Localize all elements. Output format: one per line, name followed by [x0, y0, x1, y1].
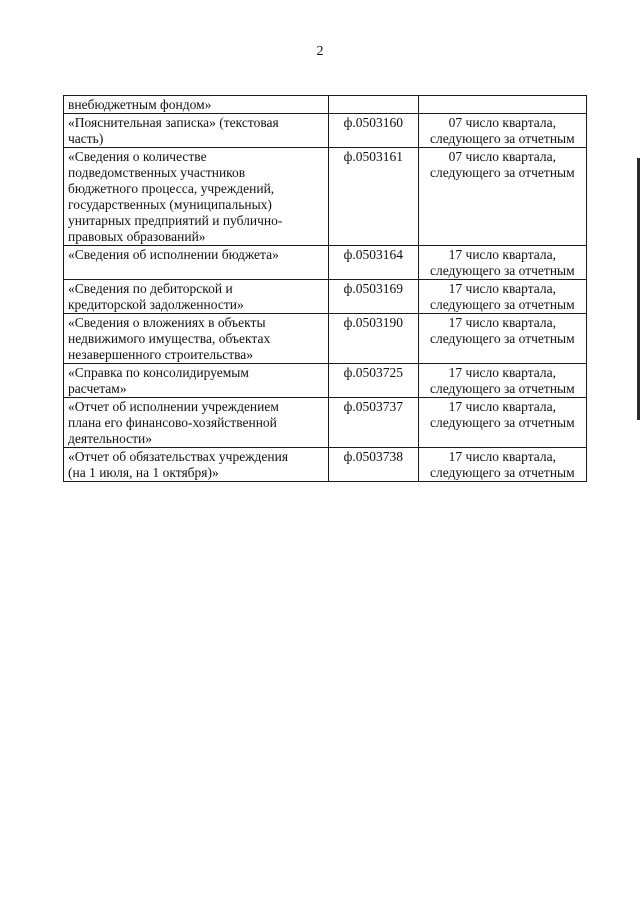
table-row: [64, 96, 587, 114]
deadline-line: следующего за отчетным: [430, 465, 575, 480]
deadline-line: следующего за отчетным: [430, 381, 575, 396]
deadline-cell: [418, 448, 586, 482]
deadline-line: 17 число квартала,: [448, 281, 557, 296]
report-name-line: «Справка по консолидируемым: [68, 365, 249, 380]
form-code-cell: [329, 148, 419, 246]
deadline-cell: [418, 364, 586, 398]
form-code: ф.0503169: [343, 281, 404, 296]
report-name-line: «Сведения о вложениях в объекты: [68, 315, 266, 330]
deadline-line: 17 число квартала,: [448, 247, 557, 262]
table-row: [64, 398, 587, 448]
report-name-line: бюджетного процесса, учреждений,: [68, 181, 275, 196]
deadline-line: 07 число квартала,: [448, 115, 557, 130]
deadline-cell: [418, 148, 586, 246]
report-name-cell: [64, 364, 329, 398]
report-name-cell: [64, 148, 329, 246]
form-code: ф.0503738: [343, 449, 404, 464]
report-name-line: часть): [68, 131, 104, 146]
report-name-line: «Сведения по дебиторской и: [68, 281, 233, 296]
report-name-cell: [64, 114, 329, 148]
form-code-cell: [329, 364, 419, 398]
deadline-cell: [418, 96, 586, 114]
table-row: [64, 246, 587, 280]
form-code-cell: [329, 280, 419, 314]
table-row: [64, 448, 587, 482]
deadline-line: 17 число квартала,: [448, 449, 557, 464]
table-row: [64, 314, 587, 364]
deadline-line: следующего за отчетным: [430, 131, 575, 146]
deadline-cell: [418, 246, 586, 280]
reporting-forms-table: [63, 95, 587, 482]
form-code: ф.0503164: [343, 247, 404, 262]
report-name-line: «Сведения о количестве: [68, 149, 207, 164]
deadline-cell: [418, 314, 586, 364]
report-name-line: «Сведения об исполнении бюджета»: [68, 247, 279, 262]
report-name-line: деятельности»: [68, 431, 153, 446]
report-name-line: правовых образований»: [68, 229, 206, 244]
report-name-cell: [64, 96, 329, 114]
report-name-cell: [64, 398, 329, 448]
report-name-line: «Отчет об обязательствах учреждения: [68, 449, 289, 464]
report-name-line: (на 1 июля, на 1 октября)»: [68, 465, 219, 480]
form-code-cell: [329, 398, 419, 448]
report-name-line: плана его финансово-хозяйственной: [68, 415, 277, 430]
deadline-line: 17 число квартала,: [448, 315, 557, 330]
report-name-line: «Пояснительная записка» (текстовая: [68, 115, 279, 130]
form-code: ф.0503737: [343, 399, 404, 414]
form-code: ф.0503161: [343, 149, 404, 164]
deadline-line: 17 число квартала,: [448, 399, 557, 414]
report-name-cell: [64, 246, 329, 280]
report-name-line: кредиторской задолженности»: [68, 297, 244, 312]
deadline-line: следующего за отчетным: [430, 297, 575, 312]
report-name-line: недвижимого имущества, объектах: [68, 331, 271, 346]
form-code-cell: [329, 114, 419, 148]
form-code-cell: [329, 448, 419, 482]
report-name-line: «Отчет об исполнении учреждением: [68, 399, 279, 414]
form-code: ф.0503725: [343, 365, 404, 380]
deadline-cell: [418, 280, 586, 314]
table-row: [64, 364, 587, 398]
table-row: [64, 114, 587, 148]
deadline-line: следующего за отчетным: [430, 331, 575, 346]
form-code-cell: [329, 96, 419, 114]
report-name-line: подведомственных участников: [68, 165, 246, 180]
table-body: [64, 96, 587, 482]
report-name-line: внебюджетным фондом»: [68, 97, 212, 112]
form-code-cell: [329, 246, 419, 280]
report-name-line: незавершенного строительства»: [68, 347, 254, 362]
report-name-line: расчетам»: [68, 381, 127, 396]
deadline-line: 17 число квартала,: [448, 365, 557, 380]
deadline-line: 07 число квартала,: [448, 149, 557, 164]
form-code: ф.0503160: [343, 115, 404, 130]
form-code-cell: [329, 314, 419, 364]
deadline-line: следующего за отчетным: [430, 263, 575, 278]
deadline-cell: [418, 114, 586, 148]
report-name-cell: [64, 314, 329, 364]
deadline-line: следующего за отчетным: [430, 165, 575, 180]
form-code: ф.0503190: [343, 315, 404, 330]
table-row: [64, 148, 587, 246]
deadline-cell: [418, 398, 586, 448]
deadline-line: следующего за отчетным: [430, 415, 575, 430]
report-name-cell: [64, 280, 329, 314]
page-number: 2: [316, 44, 324, 59]
report-name-line: унитарных предприятий и публично-: [68, 213, 283, 228]
report-name-line: государственных (муниципальных): [68, 197, 272, 212]
report-name-cell: [64, 448, 329, 482]
table-row: [64, 280, 587, 314]
